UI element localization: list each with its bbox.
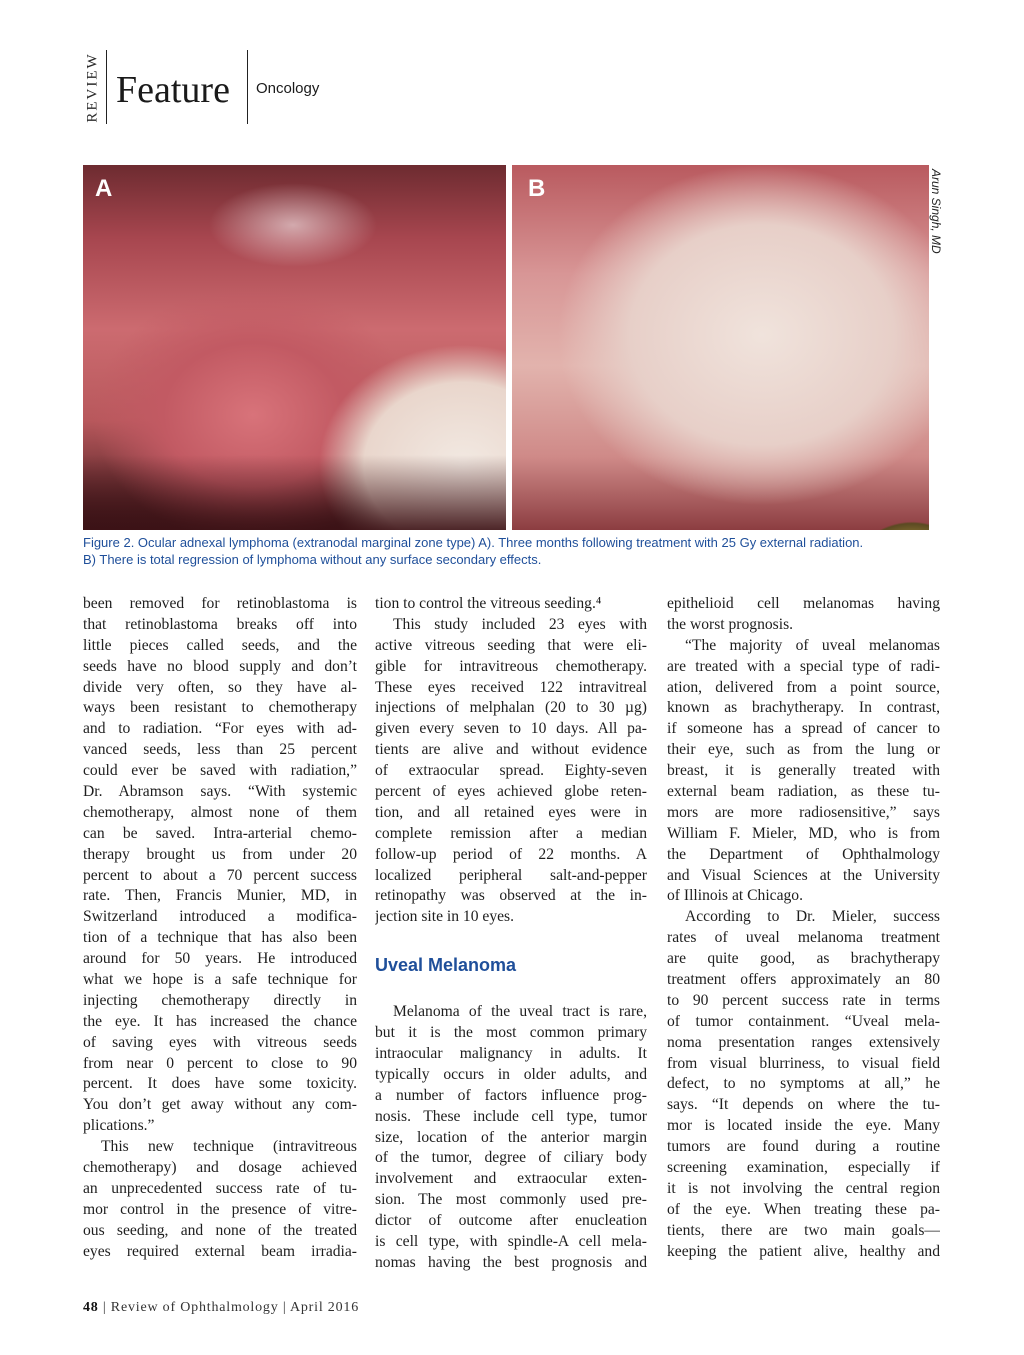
text-line: from visual blurriness, to visual field bbox=[667, 1054, 940, 1072]
text-line: injections of melphalan (20 to 30 µg) bbox=[375, 699, 647, 717]
photo-credit-text: Arun Singh, MD bbox=[929, 169, 943, 254]
text-line: little pieces called seeds, and the bbox=[83, 636, 357, 654]
body-column-1 bbox=[83, 594, 357, 1263]
body-column-2 bbox=[375, 594, 647, 1274]
text-line: an unprecedented success rate of tu- bbox=[83, 1179, 357, 1197]
section-subhead: Uveal Melanoma bbox=[375, 955, 517, 976]
text-line: ways been resistant to chemotherapy bbox=[83, 699, 357, 717]
text-line: it is not involving the central region bbox=[667, 1179, 940, 1197]
text-line: the Department of Ophthalmology bbox=[667, 845, 940, 863]
text-line: rates of uveal melanoma treatment bbox=[667, 929, 940, 947]
text-line: is cell type, with spindle-A cell mela- bbox=[375, 1233, 647, 1251]
text-line: breast, it is generally treated with bbox=[667, 762, 940, 780]
text-line: Melanoma of the uveal tract is rare, bbox=[393, 1003, 647, 1021]
text-line: mor control in the presence of vitre- bbox=[83, 1200, 357, 1218]
text-line: noma presentation ranges extensively bbox=[667, 1033, 940, 1051]
text-line: keeping the patient alive, healthy and bbox=[667, 1242, 940, 1260]
text-line: dictor of outcome after enucleation bbox=[375, 1212, 647, 1230]
text-line: of the tumor, degree of ciliary body bbox=[375, 1149, 647, 1167]
text-line: given every seven to 10 days. All pa- bbox=[375, 720, 647, 738]
text-line: percent. It does have some toxicity. bbox=[83, 1075, 357, 1093]
text-line: and Visual Sciences at the University bbox=[667, 866, 940, 884]
text-line: epithelioid cell melanomas having bbox=[667, 595, 940, 612]
text-line: tients are alive and without evidence bbox=[375, 741, 647, 759]
text-line: nomas having the best prognosis and bbox=[375, 1253, 647, 1271]
text-line: screening examination, especially if bbox=[667, 1159, 940, 1177]
text-line: plications.” bbox=[83, 1117, 155, 1135]
text-line: follow-up period of 22 months. A bbox=[375, 845, 647, 863]
text-line: of extraocular spread. Eighty-seven bbox=[375, 762, 647, 780]
text-line: rate. Then, Francis Munier, MD, in bbox=[83, 887, 357, 905]
text-line: vanced seeds, less than 25 percent bbox=[83, 741, 357, 759]
text-line: localized peripheral salt-and-pepper bbox=[375, 866, 647, 884]
text-line: therapy brought us from under 20 bbox=[83, 845, 357, 863]
review-label bbox=[86, 48, 100, 126]
text-line: their eye, such as from the lung or bbox=[667, 741, 940, 759]
photo-credit bbox=[930, 165, 956, 530]
text-line: around for 50 years. He introduced bbox=[83, 950, 357, 968]
body-column-3 bbox=[667, 594, 940, 1263]
text-line: and to radiation. “For eyes with ad- bbox=[83, 720, 357, 738]
text-line: These eyes received 122 intravitreal bbox=[375, 678, 647, 696]
text-line: are treated with a special type of radi- bbox=[667, 657, 940, 675]
section-label: Oncology bbox=[256, 80, 320, 97]
review-label-text: REVIEW bbox=[84, 51, 101, 123]
text-line: can be saved. Intra-arterial chemo- bbox=[83, 824, 357, 842]
text-line: chemotherapy, almost none of them bbox=[83, 803, 357, 821]
text-line: intraocular malignancy in adults. It bbox=[375, 1045, 647, 1063]
text-line: This study included 23 eyes with bbox=[393, 615, 647, 633]
text-line: mors are more radiosensitive,” says bbox=[667, 803, 940, 821]
text-line: complete remission after a median bbox=[375, 824, 647, 842]
text-line: if someone has a spread of cancer to bbox=[667, 720, 940, 738]
header-divider-right bbox=[247, 50, 248, 124]
text-line: of Illinois at Chicago. bbox=[667, 887, 803, 905]
text-line: sion. The most commonly used pre- bbox=[375, 1191, 647, 1209]
text-line: nosis. These include cell type, tumor bbox=[375, 1107, 647, 1125]
text-line: the worst prognosis. bbox=[667, 615, 794, 633]
text-line: tion, and all retained eyes were in bbox=[375, 803, 647, 821]
text-line: injecting chemotherapy directly in bbox=[83, 991, 357, 1009]
text-line: known as brachytherapy. In contrast, bbox=[667, 699, 940, 717]
text-line: tumors are found during a routine bbox=[667, 1138, 940, 1156]
text-line: According to Dr. Mieler, success bbox=[685, 908, 940, 926]
caption-line: B) There is total regression of lymphoma without any surface secondary effects. bbox=[83, 552, 542, 567]
text-line: the eye. It has increased the chance bbox=[83, 1012, 357, 1030]
text-line: tients, there are two main goals— bbox=[667, 1221, 940, 1239]
text-line: Dr. Abramson says. “With systemic bbox=[83, 783, 357, 801]
text-line: divide very often, so they have al- bbox=[83, 678, 357, 696]
text-line: of tumor containment. “Uveal mela- bbox=[667, 1012, 940, 1030]
text-line: tion to control the vitreous seeding.⁴ bbox=[375, 595, 602, 612]
text-line: involvement and extraocular exten- bbox=[375, 1170, 647, 1188]
text-line: active vitreous seeding that were eli- bbox=[375, 636, 647, 654]
page-number: 48 bbox=[83, 1300, 99, 1315]
caption-line: Figure 2. Ocular adnexal lymphoma (extranodal marginal zone type) A). Three months following treatment with 25 Gy external radiation. bbox=[83, 535, 864, 550]
text-line: size, location of the anterior margin bbox=[375, 1128, 647, 1146]
text-line: gible for intravitreous chemotherapy. bbox=[375, 657, 647, 675]
text-line: of saving eyes with vitreous seeds bbox=[83, 1033, 357, 1051]
text-line: mor is located inside the eye. Many bbox=[667, 1117, 940, 1135]
text-line: to 90 percent success rate in terms bbox=[667, 991, 940, 1009]
text-line: ation, delivered from a point source, bbox=[667, 678, 940, 696]
eye-photo-b bbox=[512, 165, 929, 530]
text-line: Switzerland introduced a modifica- bbox=[83, 908, 357, 926]
text-line: defect, to no symptoms at all,” he bbox=[667, 1075, 940, 1093]
eye-photo-a bbox=[83, 165, 506, 530]
header-divider-left bbox=[106, 50, 107, 124]
text-line: percent of eyes achieved globe reten- bbox=[375, 783, 647, 801]
text-line: but it is the most common primary bbox=[375, 1024, 647, 1042]
text-line: jection site in 10 eyes. bbox=[375, 908, 515, 926]
text-line: treatment offers approximately an 80 bbox=[667, 971, 940, 989]
text-line: a number of factors influence prog- bbox=[375, 1086, 647, 1104]
text-line: tion of a technique that has also been bbox=[83, 929, 357, 947]
feature-title: Feature bbox=[116, 69, 230, 111]
text-line: could ever be saved with radiation,” bbox=[83, 762, 357, 780]
text-line: retinopathy was observed at the in- bbox=[375, 887, 647, 905]
text-line: ous seeding, and none of the treated bbox=[83, 1221, 357, 1239]
text-line: external beam radiation, as these tu- bbox=[667, 783, 940, 801]
text-line: are quite good, as brachytherapy bbox=[667, 950, 940, 968]
journal-info: | Review of Ophthalmology | April 2016 bbox=[98, 1300, 360, 1315]
text-line: seeds have no blood supply and don’t bbox=[83, 657, 357, 675]
text-line: typically occurs in older adults, and bbox=[375, 1065, 647, 1083]
figure-caption bbox=[83, 534, 943, 568]
text-line: of the eye. When treating these pa- bbox=[667, 1200, 940, 1218]
text-line: eyes required external beam irradia- bbox=[83, 1242, 357, 1260]
page-footer bbox=[83, 1300, 359, 1316]
text-line: been removed for retinoblastoma is bbox=[83, 595, 357, 612]
text-line: from near 0 percent to close to 90 bbox=[83, 1054, 357, 1072]
text-line: percent to about a 70 percent success bbox=[83, 866, 357, 884]
panel-label-b: B bbox=[528, 175, 546, 202]
text-line: “The majority of uveal melanomas bbox=[685, 636, 940, 654]
text-line: chemotherapy) and dosage achieved bbox=[83, 1159, 357, 1177]
text-line: says. “It depends on where the tu- bbox=[667, 1096, 940, 1114]
text-line: what we hope is a safe technique for bbox=[83, 971, 357, 989]
text-line: that retinoblastoma breaks off into bbox=[83, 615, 357, 633]
text-line: You don’t get away without any com- bbox=[83, 1096, 357, 1114]
text-line: William F. Mieler, MD, who is from bbox=[667, 824, 940, 842]
panel-label-a: A bbox=[95, 175, 113, 202]
text-line: This new technique (intravitreous bbox=[101, 1138, 357, 1156]
